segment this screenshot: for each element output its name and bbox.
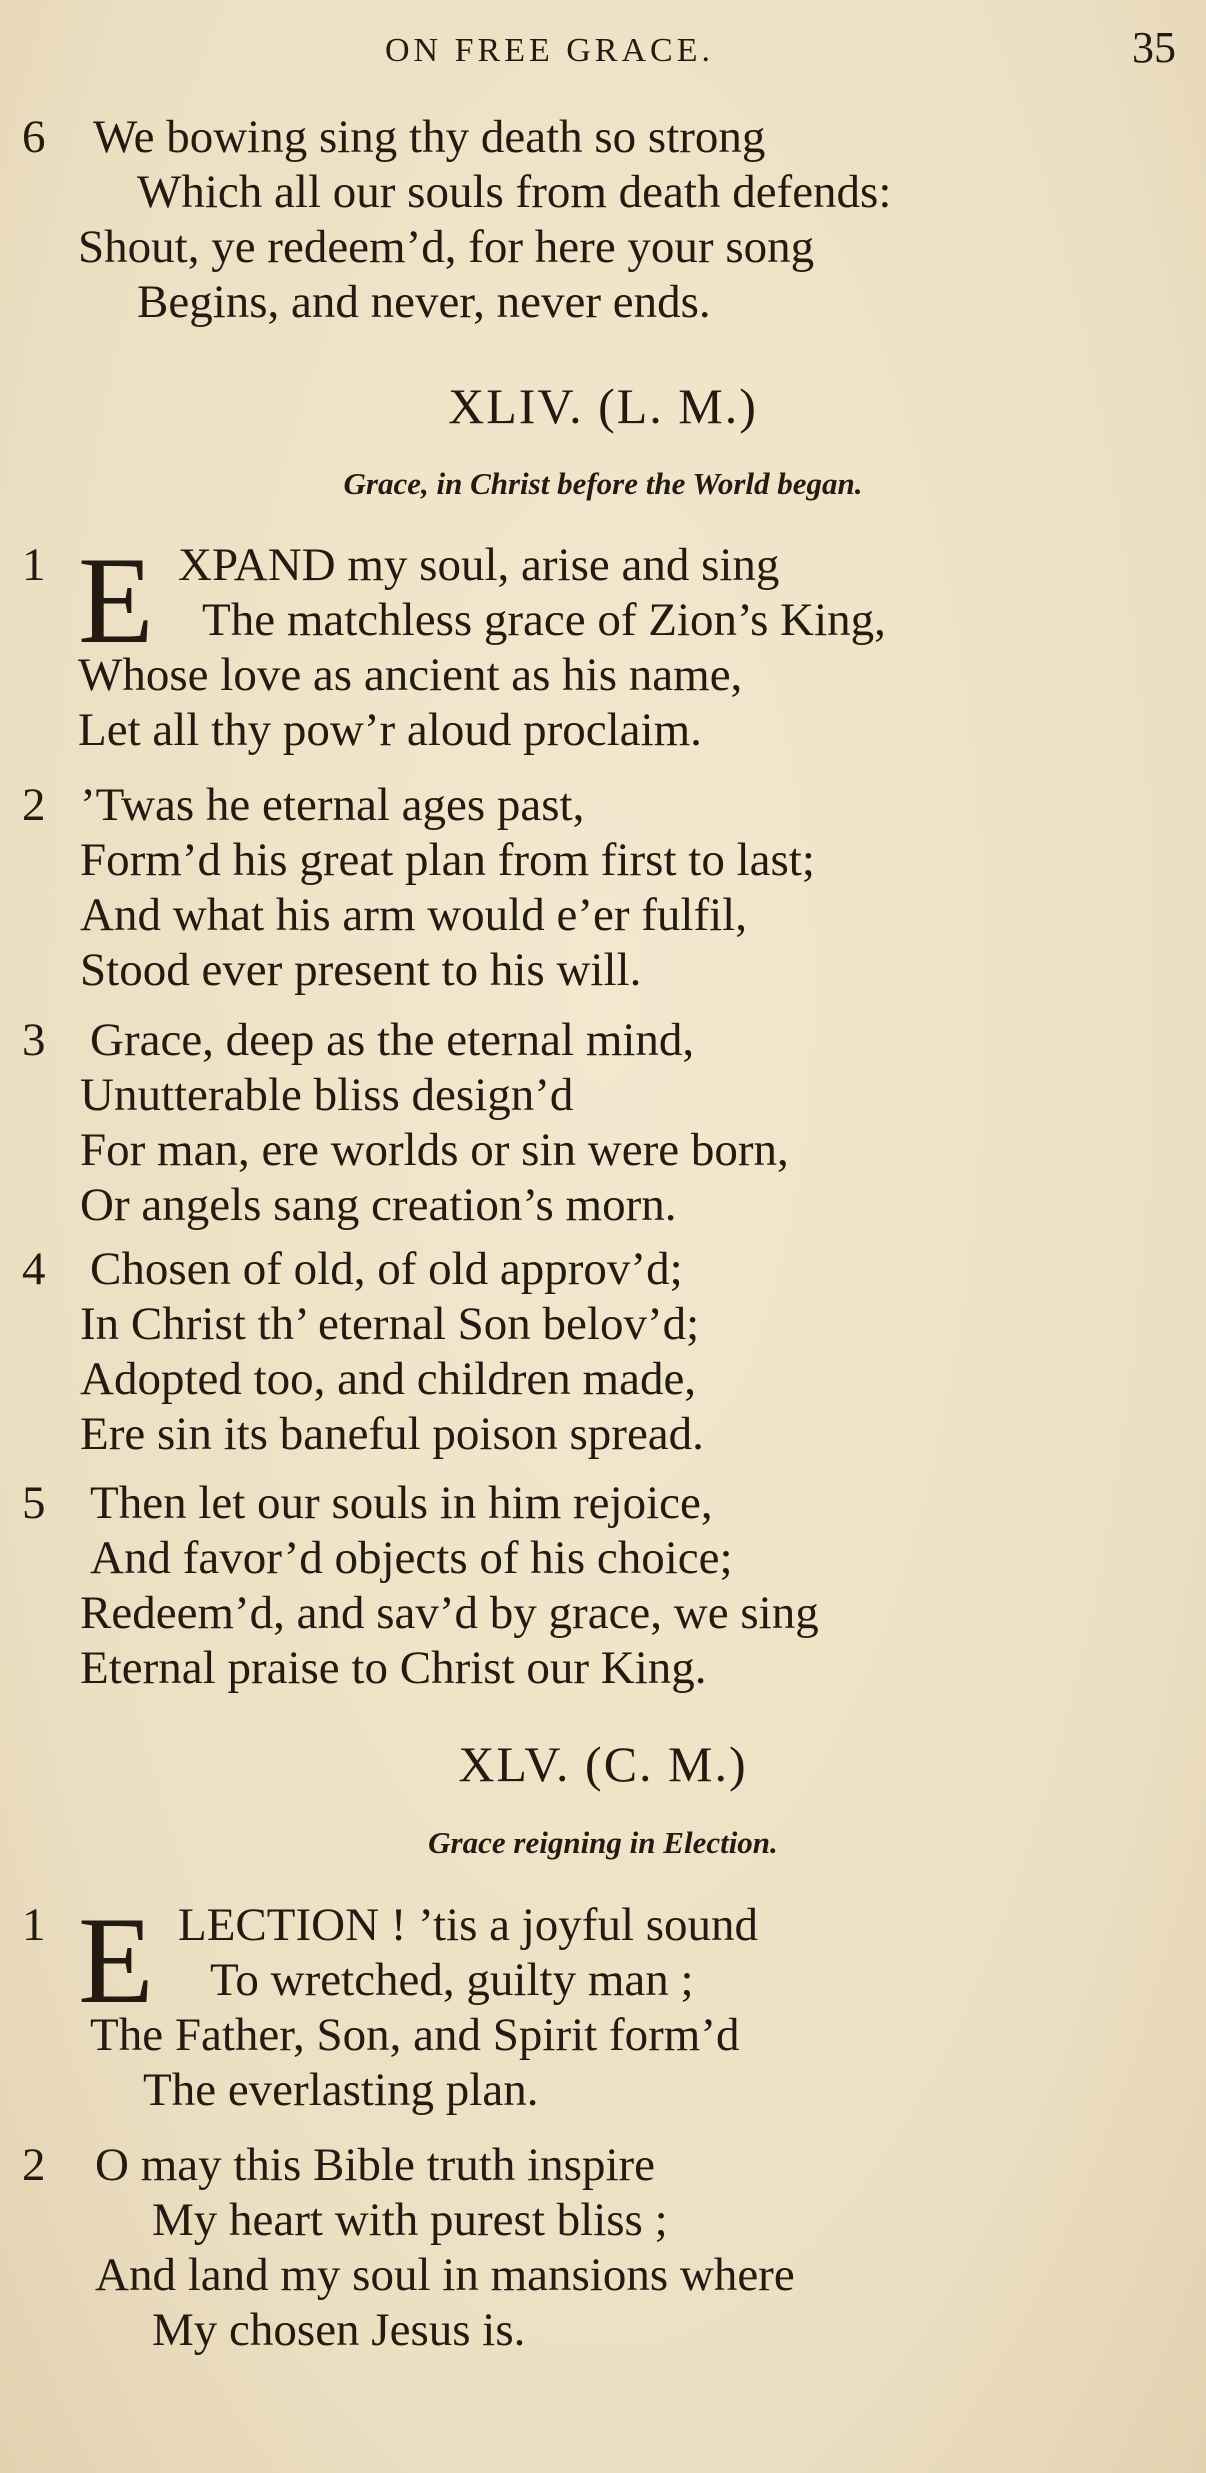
stanza-number: 2 — [22, 2139, 46, 2191]
hymn-44-stanza-3 — [0, 1013, 1206, 1233]
running-title: ON FREE GRACE. — [385, 32, 714, 69]
verse-line: Whose love as ancient as his name, — [78, 649, 743, 701]
verse-line: My heart with purest bliss ; — [152, 2194, 668, 2246]
verse-line: Begins, and never, never ends. — [137, 276, 711, 328]
stanza-number: 2 — [22, 779, 46, 831]
verse-line: For man, ere worlds or sin were born, — [80, 1124, 789, 1176]
stanza-number: 3 — [22, 1014, 46, 1066]
hymn-44-stanza-4 — [0, 1242, 1206, 1462]
verse-line: Eternal praise to Christ our King. — [80, 1642, 707, 1694]
verse-line: And favor’d objects of his choice; — [90, 1532, 733, 1584]
verse-line: Stood ever present to his will. — [80, 944, 642, 996]
verse-line: Let all thy pow’r aloud proclaim. — [78, 704, 702, 756]
verse-line: My chosen Jesus is. — [152, 2304, 526, 2356]
hymn-44-subtitle: Grace, in Christ before the World began. — [343, 466, 863, 501]
hymn-45-heading: XLV. (C. M.) — [458, 1736, 748, 1792]
hymn-45-stanza-2 — [0, 2138, 1206, 2358]
stanza-number: 4 — [22, 1243, 46, 1295]
stanza-number: 1 — [22, 1899, 46, 1951]
hymn-44-stanza-5 — [0, 1476, 1206, 1696]
verse-line: The everlasting plan. — [143, 2064, 539, 2116]
verse-line: O may this Bible truth inspire — [95, 2139, 656, 2191]
drop-cap: E — [78, 532, 154, 669]
verse-line: Redeem’d, and sav’d by grace, we sing — [80, 1587, 819, 1639]
stanza-number: 5 — [22, 1477, 46, 1529]
verse-line: Chosen of old, of old approv’d; — [90, 1243, 683, 1295]
page-number: 35 — [1132, 23, 1176, 72]
hymn-44-stanza-1 — [0, 532, 1206, 758]
verse-line: Then let our souls in him rejoice, — [90, 1477, 713, 1529]
verse-line: And land my soul in mansions where — [95, 2249, 795, 2301]
drop-cap: E — [78, 1892, 154, 2029]
hymn-44-stanza-2 — [0, 778, 1206, 998]
verse-line: Grace, deep as the eternal mind, — [90, 1014, 695, 1066]
hymn-44-heading: XLIV. (L. M.) — [448, 378, 758, 434]
verse-line: Unutterable bliss design’d — [80, 1069, 574, 1121]
verse-line: ’Twas he eternal ages past, — [80, 779, 585, 831]
hymn-45-stanza-1 — [0, 1892, 1206, 2118]
verse-line: Form’d his great plan from first to last; — [80, 834, 815, 886]
running-head — [0, 22, 1206, 82]
verse-line: Which all our souls from death defends: — [137, 166, 892, 218]
hymn-45-subtitle: Grace reigning in Election. — [428, 1825, 778, 1860]
verse-line: The Father, Son, and Spirit form’d — [90, 2009, 740, 2061]
stanza-number: 6 — [22, 111, 46, 163]
stanza-number: 1 — [22, 539, 46, 591]
verse-line: To wretched, guilty man ; — [210, 1954, 694, 2006]
verse-line: Shout, ye redeem’d, for here your song — [78, 221, 815, 273]
verse-line: In Christ th’ eternal Son belov’d; — [80, 1298, 700, 1350]
verse-line: Adopted too, and children made, — [80, 1353, 697, 1405]
verse-line: Or angels sang creation’s morn. — [80, 1179, 677, 1231]
verse-line: LECTION ! ’tis a joyful sound — [178, 1899, 759, 1951]
verse-line: XPAND my soul, arise and sing — [178, 539, 780, 591]
verse-line: Ere sin its baneful poison spread. — [80, 1408, 704, 1460]
verse-line: The matchless grace of Zion’s King, — [202, 594, 886, 646]
stanza-continued-6 — [0, 110, 1206, 330]
verse-line: And what his arm would e’er fulfil, — [80, 889, 747, 941]
verse-line: We bowing sing thy death so strong — [93, 111, 766, 163]
